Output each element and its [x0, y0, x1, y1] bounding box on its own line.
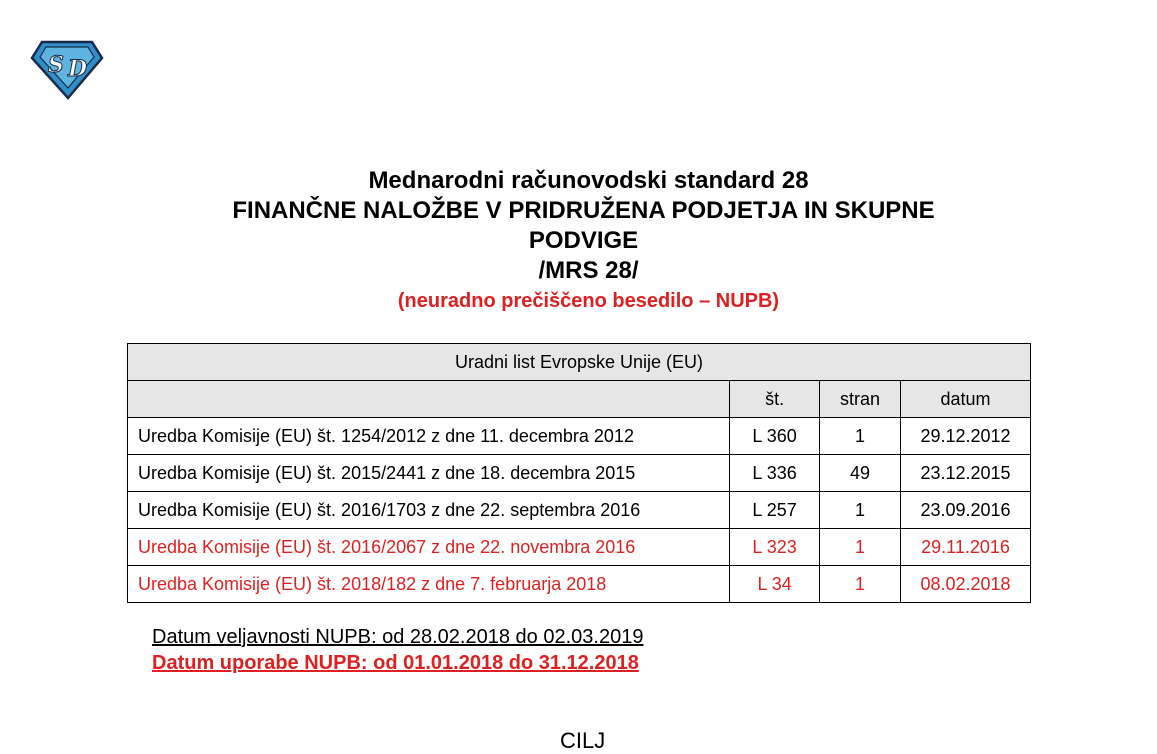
page-cell: 1 — [820, 418, 901, 455]
standard-name-line2: PODVIGE — [528, 227, 639, 254]
table-row — [128, 455, 1031, 492]
page-cell: 49 — [820, 455, 901, 492]
sd-logo-icon — [30, 40, 104, 100]
standard-code: /MRS 28/ — [538, 257, 639, 284]
table-row — [128, 566, 1031, 603]
number-cell: L 336 — [730, 455, 820, 492]
page-cell: 1 — [820, 529, 901, 566]
regulations-table — [127, 343, 1031, 603]
table-header-title: Uradni list Evropske Unije (EU) — [128, 344, 1031, 381]
regulation-cell: Uredba Komisije (EU) št. 1254/2012 z dne 11. decembra 2012 — [128, 418, 730, 455]
column-header-regulation — [128, 381, 730, 418]
number-cell: L 360 — [730, 418, 820, 455]
regulation-cell: Uredba Komisije (EU) št. 2018/182 z dne 7. februarja 2018 — [128, 566, 730, 603]
svg-text:D: D — [68, 56, 88, 82]
document-title-block — [0, 166, 1157, 316]
unofficial-text-note: (neuradno prečiščeno besedilo – NUPB) — [397, 290, 780, 312]
table-row — [128, 492, 1031, 529]
regulation-cell: Uredba Komisije (EU) št. 2015/2441 z dne 18. decembra 2015 — [128, 455, 730, 492]
date-cell: 23.12.2015 — [901, 455, 1031, 492]
number-cell: L 257 — [730, 492, 820, 529]
number-cell: L 34 — [730, 566, 820, 603]
regulation-cell: Uredba Komisije (EU) št. 2016/1703 z dne 22. septembra 2016 — [128, 492, 730, 529]
date-cell: 29.11.2016 — [901, 529, 1031, 566]
number-cell: L 323 — [730, 529, 820, 566]
page-cell: 1 — [820, 492, 901, 529]
regulation-cell: Uredba Komisije (EU) št. 2016/2067 z dne 22. novembra 2016 — [128, 529, 730, 566]
validity-period: Datum veljavnosti NUPB: od 28.02.2018 do 02.03.2019 — [152, 626, 644, 648]
column-header-number: št. — [730, 381, 820, 418]
date-cell: 23.09.2016 — [901, 492, 1031, 529]
validity-info — [152, 624, 643, 676]
table-row — [128, 418, 1031, 455]
table-row — [128, 529, 1031, 566]
column-header-page: stran — [820, 381, 901, 418]
standard-name-line1: FINANČNE NALOŽBE V PRIDRUŽENA PODJETJA IN SKUPNE — [232, 197, 935, 224]
date-cell: 29.12.2012 — [901, 418, 1031, 455]
standard-title: Mednarodni računovodski standard 28 — [368, 167, 809, 194]
column-header-date: datum — [901, 381, 1031, 418]
svg-text:S: S — [48, 52, 64, 78]
section-heading-objective: CILJ — [560, 728, 606, 753]
date-cell: 08.02.2018 — [901, 566, 1031, 603]
page-cell: 1 — [820, 566, 901, 603]
use-period: Datum uporabe NUPB: od 01.01.2018 do 31.12.2018 — [152, 652, 639, 674]
